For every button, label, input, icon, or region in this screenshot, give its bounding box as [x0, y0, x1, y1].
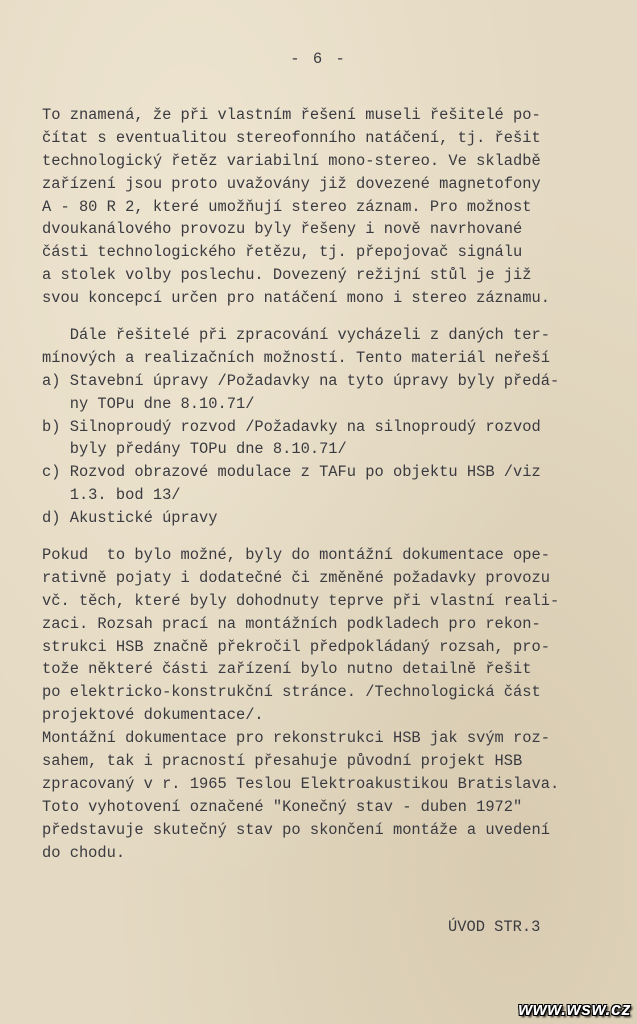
paragraph-gap — [42, 310, 622, 324]
text-line: a stolek volby poslechu. Dovezený režijní stůl je již — [42, 266, 532, 285]
text-line: představuje skutečný stav po skončení montáže a uvedení — [42, 820, 550, 839]
list-item-c: c) Rozvod obrazové modulace z TAFu po objektu HSB /viz — [42, 463, 541, 482]
text-line: mínových a realizačních možností. Tento materiál neřeší — [42, 348, 550, 367]
text-line: A - 80 R 2, které umožňují stereo záznam. Pro možnost — [42, 197, 532, 216]
text-line: dvoukanálového provozu byly řešeny i nově navrhované — [42, 220, 523, 239]
text-line: čítat s eventualitou stereofonního natáčení, tj. řešit — [42, 128, 541, 147]
page-number: - 6 - — [290, 50, 347, 68]
text-line: zpracovaný v r. 1965 Teslou Elektroakustikou Bratislava. — [42, 774, 560, 793]
text-line: Pokud to bylo možné, byly do montážní dokumentace ope- — [42, 546, 550, 565]
text-line: To znamená, že při vlastním řešení museli řešitelé po- — [42, 106, 541, 124]
text-line: sahem, tak i pracností přesahuje původní projekt HSB — [42, 752, 523, 771]
text-line: ny TOPu dne 8.10.71/ — [42, 394, 255, 413]
watermark-logo: www.wsw.cz — [518, 999, 631, 1019]
text-line: strukci HSB značně překročil předpokládaný rozsah, pro- — [42, 637, 550, 656]
list-item-b: b) Silnoproudý rozvod /Požadavky na silnoproudý rozvod — [42, 417, 541, 436]
body-text — [42, 104, 622, 865]
text-line: svou koncepcí určen pro natáčení mono i stereo záznamu. — [42, 289, 550, 308]
text-line: Montážní dokumentace pro rekonstrukci HSB jak svým roz- — [42, 729, 550, 748]
text-line: byly předány TOPu dne 8.10.71/ — [42, 440, 347, 459]
text-line: zaci. Rozsah prací na montážních podkladech pro rekon- — [42, 614, 541, 633]
list-item-a: a) Stavební úpravy /Požadavky na tyto úpravy byly předá- — [42, 371, 560, 390]
section-reference: ÚVOD STR.3 — [448, 918, 541, 936]
text-line: rativně pojaty i dodatečné či změněné požadavky provozu — [42, 568, 550, 587]
paragraph-gap — [42, 530, 622, 544]
paragraph-2 — [42, 324, 622, 530]
text-line: zařízení jsou proto uvažovány již dovezené magnetofony — [42, 174, 541, 193]
text-line: Toto vyhotovení označené "Konečný stav - duben 1972" — [42, 797, 523, 816]
text-line: po elektricko-konstrukční stránce. /Technologická část — [42, 683, 541, 702]
text-line: do chodu. — [42, 843, 126, 862]
text-line: části technologického řetězu, tj. přepojovač signálu — [42, 243, 523, 262]
text-line: technologický řetěz variabilní mono-stereo. Ve skladbě — [42, 151, 541, 170]
text-line: vč. těch, které byly dohodnuty teprve při vlastní reali- — [42, 591, 560, 610]
text-line: projektové dokumentace/. — [42, 706, 264, 725]
list-item-d: d) Akustické úpravy — [42, 509, 218, 528]
text-line: tože některé části zařízení bylo nutno detailně řešit — [42, 660, 532, 679]
paragraph-3 — [42, 544, 622, 864]
text-line: 1.3. bod 13/ — [42, 486, 181, 505]
text-line: Dále řešitelé při zpracování vycházeli z daných ter- — [42, 326, 550, 345]
paragraph-1 — [42, 104, 622, 310]
